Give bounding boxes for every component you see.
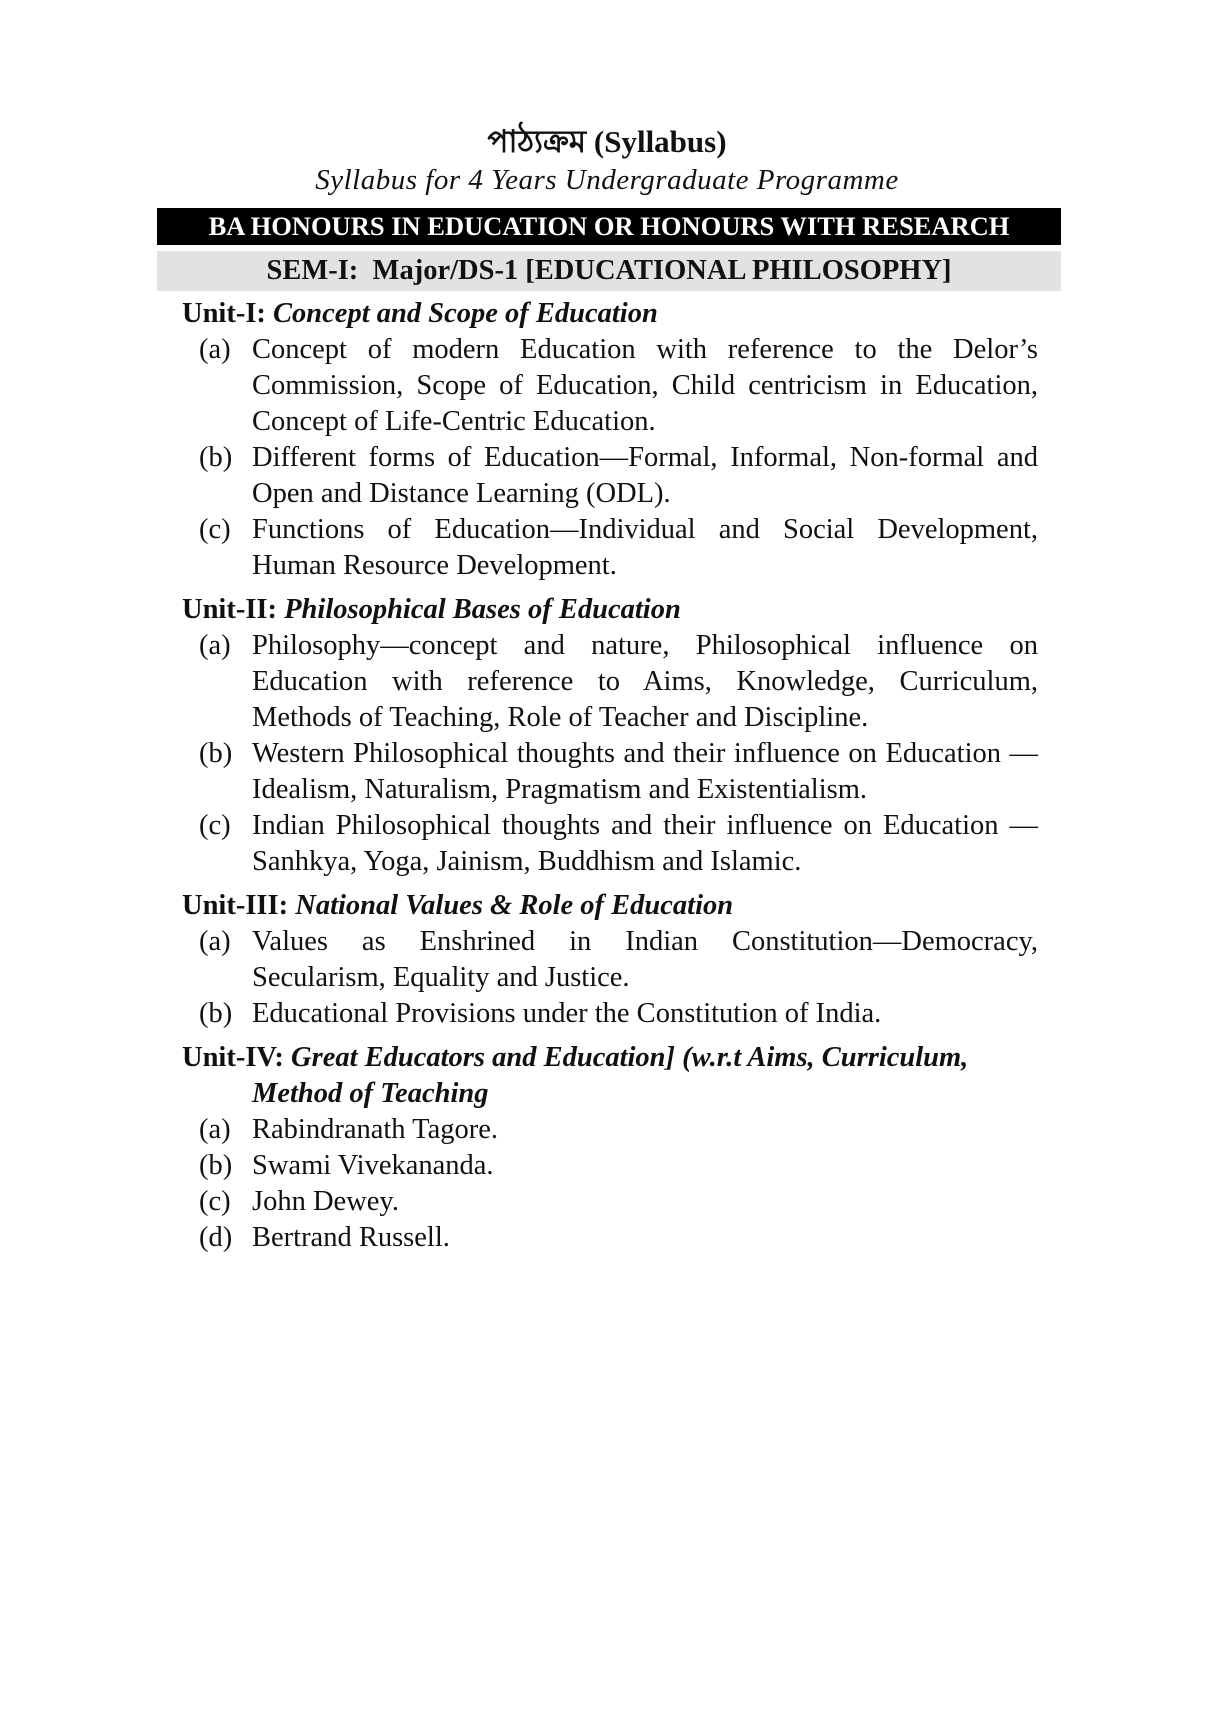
item-text: Concept of modern Education with reference to the Delor’s Commission, Scope of Education, Child centricism in Education, Concept of Life-Centric Education. (252, 334, 1038, 437)
item-text: Western Philosophical thoughts and their influence on Education —Idealism, Naturalism, Pragmatism and Existentialism. (252, 738, 1038, 805)
item-label: (d) (199, 1222, 233, 1253)
list-item (182, 1148, 1038, 1184)
programme-banner: BA HONOURS IN EDUCATION OR HONOURS WITH RESEARCH (157, 208, 1061, 245)
list-item (182, 628, 1038, 736)
unit-label: Unit-IV: (182, 1042, 284, 1073)
unit-section (182, 888, 1038, 1032)
list-item (182, 808, 1038, 880)
item-label: (a) (199, 630, 231, 661)
list-item (182, 1220, 1038, 1256)
unit-heading (182, 888, 1038, 924)
item-label: (b) (199, 998, 233, 1029)
unit-title-continued: Method of Teaching (252, 1078, 489, 1109)
page-title: পাঠ্যক্রম (Syllabus) (487, 124, 727, 159)
item-text: Swami Vivekananda. (252, 1150, 494, 1181)
item-label: (b) (199, 442, 233, 473)
unit-title: National Values & Role of Education (295, 890, 734, 921)
item-label: (c) (199, 514, 231, 545)
semester-banner: SEM-I: Major/DS-1 [EDUCATIONAL PHILOSOPHY] (157, 251, 1061, 291)
list-item (182, 736, 1038, 808)
unit-label: Unit-II: (182, 594, 278, 625)
item-text: Different forms of Education—Formal, Informal, Non-formal and Open and Distance Learning (ODL). (252, 442, 1038, 509)
item-text: Values as Enshrined in Indian Constitution—Democracy, Secularism, Equality and Justice. (252, 926, 1038, 993)
list-item (182, 332, 1038, 440)
page-subtitle: Syllabus for 4 Years Undergraduate Programme (315, 164, 899, 196)
item-label: (a) (199, 1114, 231, 1145)
item-label: (b) (199, 738, 233, 769)
item-label: (b) (199, 1150, 233, 1181)
list-item (182, 440, 1038, 512)
list-item (182, 1112, 1038, 1148)
unit-heading (182, 296, 1038, 332)
unit-title: Philosophical Bases of Education (284, 594, 681, 625)
unit-label: Unit-III: (182, 890, 289, 921)
item-label: (a) (199, 334, 231, 365)
unit-heading (182, 1040, 1038, 1112)
item-text: John Dewey. (252, 1186, 399, 1217)
item-text: Philosophy—concept and nature, Philosophical influence on Education with reference to Aims, Knowledge, Curriculum, Methods of Teaching, Role of Teacher and Discipline. (252, 630, 1038, 733)
item-text: Indian Philosophical thoughts and their influence on Education —Sanhkya, Yoga, Jainism, Buddhism and Islamic. (252, 810, 1038, 877)
syllabus-content (182, 296, 1038, 1256)
unit-section (182, 296, 1038, 584)
list-item (182, 1184, 1038, 1220)
list-item (182, 996, 1038, 1032)
unit-label: Unit-I: (182, 298, 266, 329)
list-item (182, 924, 1038, 996)
item-text: Educational Provisions under the Constitution of India. (252, 998, 882, 1029)
item-label: (a) (199, 926, 231, 957)
list-item (182, 512, 1038, 584)
item-text: Bertrand Russell. (252, 1222, 450, 1253)
item-label: (c) (199, 1186, 231, 1217)
unit-title: Great Educators and Education] (w.r.t Aims, Curriculum, (291, 1042, 969, 1073)
unit-section (182, 592, 1038, 880)
unit-title: Concept and Scope of Education (273, 298, 658, 329)
unit-heading (182, 592, 1038, 628)
unit-section (182, 1040, 1038, 1256)
item-text: Rabindranath Tagore. (252, 1114, 498, 1145)
item-label: (c) (199, 810, 231, 841)
item-text: Functions of Education—Individual and Social Development, Human Resource Development. (252, 514, 1038, 581)
